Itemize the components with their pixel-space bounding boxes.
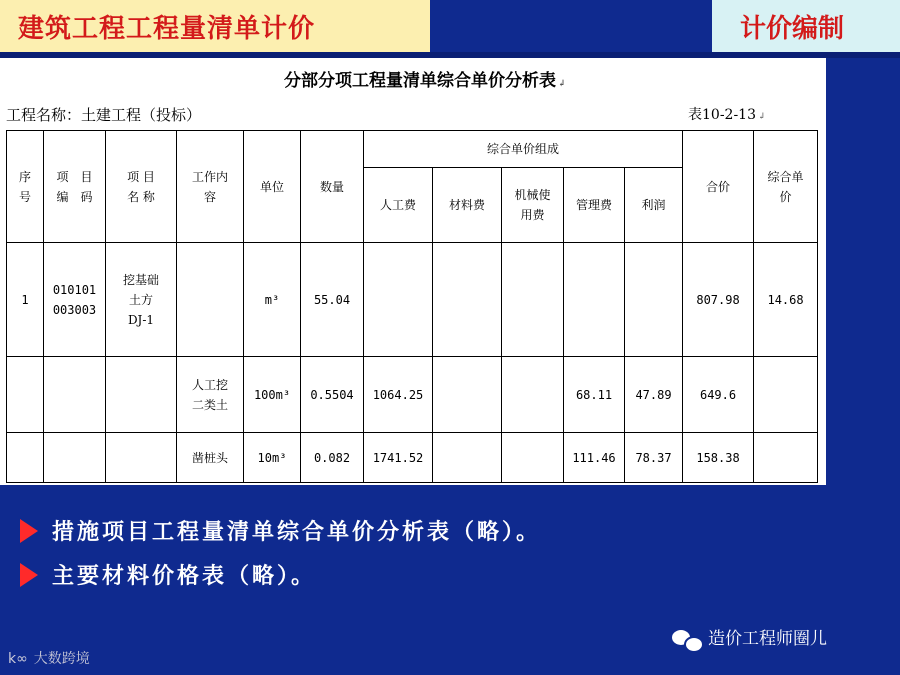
- cell-management: [564, 243, 625, 357]
- header-unit: 单位: [244, 131, 301, 243]
- cell-quantity: 0.5504: [301, 357, 364, 433]
- cell-code: [44, 357, 106, 433]
- cell-machine: [502, 433, 564, 483]
- header-management: 管理费: [564, 168, 625, 243]
- cell-labor: [364, 243, 433, 357]
- cell-unit: 100m³: [244, 357, 301, 433]
- cell-unit: m³: [244, 243, 301, 357]
- watermark-brand: [8, 648, 90, 668]
- header-title-banner: [0, 0, 430, 52]
- cell-quantity: 55.04: [301, 243, 364, 357]
- cell-machine: [502, 357, 564, 433]
- cell-seq: [7, 357, 44, 433]
- header-labor: 人工费: [364, 168, 433, 243]
- cell-quantity: 0.082: [301, 433, 364, 483]
- cell-work: 凿桩头: [177, 433, 244, 483]
- table-row: [7, 433, 818, 483]
- table-row: [7, 357, 818, 433]
- cell-management: 111.46: [564, 433, 625, 483]
- header-quantity: 数量: [301, 131, 364, 243]
- cell-seq: 1: [7, 243, 44, 357]
- header-name: 项 目 名 称: [106, 131, 177, 243]
- cell-work: 人工挖 二类土: [177, 357, 244, 433]
- header-unit-price: 综合单 价: [754, 131, 818, 243]
- cell-machine: [502, 243, 564, 357]
- wechat-credit: [672, 624, 827, 650]
- header-seq: 序 号: [7, 131, 44, 243]
- cell-total: 158.38: [683, 433, 754, 483]
- wechat-account-name: 造价工程师圈儿: [708, 629, 827, 649]
- project-name: 工程名称：土建工程（投标）: [6, 106, 202, 124]
- table-row: [7, 243, 818, 357]
- cell-total: 649.6: [683, 357, 754, 433]
- cell-material: [433, 433, 502, 483]
- section-label: 计价编制: [740, 14, 845, 44]
- header-section-banner: [712, 0, 900, 52]
- analysis-table-document: [0, 58, 826, 485]
- cell-unit-price: [754, 433, 818, 483]
- header-profit: 利润: [625, 168, 683, 243]
- header-composition: 综合单价组成: [364, 131, 683, 168]
- header-work: 工作内 容: [177, 131, 244, 243]
- cell-name: 挖基础 土方 DJ-1: [106, 243, 177, 357]
- header-total: 合价: [683, 131, 754, 243]
- cell-unit-price: [754, 357, 818, 433]
- bullet-arrow-icon: [20, 519, 38, 543]
- cell-name: [106, 433, 177, 483]
- cell-material: [433, 243, 502, 357]
- slide-title: 建筑工程工程量清单计价: [18, 14, 316, 44]
- unit-price-analysis-table: [6, 130, 818, 483]
- cell-name: [106, 357, 177, 433]
- cell-labor: 1741.52: [364, 433, 433, 483]
- cell-profit: 47.89: [625, 357, 683, 433]
- cell-code: 010101 003003: [44, 243, 106, 357]
- cell-material: [433, 357, 502, 433]
- brand-logo-icon: k∞: [8, 651, 28, 667]
- cell-seq: [7, 433, 44, 483]
- header-code: 项 目 编 码: [44, 131, 106, 243]
- cell-code: [44, 433, 106, 483]
- cell-total: 807.98: [683, 243, 754, 357]
- table-title: 分部分项工程量清单综合单价分析表 ↲: [284, 71, 566, 91]
- wechat-icon: [672, 628, 702, 650]
- cell-profit: 78.37: [625, 433, 683, 483]
- cell-management: 68.11: [564, 357, 625, 433]
- table-number: 表10-2-13 ↲: [688, 107, 766, 123]
- bullet-text: 措施项目工程量清单综合单价分析表（略）。: [52, 519, 542, 545]
- cell-labor: 1064.25: [364, 357, 433, 433]
- header-material: 材料费: [433, 168, 502, 243]
- cell-unit: 10m³: [244, 433, 301, 483]
- cell-unit-price: 14.68: [754, 243, 818, 357]
- brand-name: 大数跨境: [33, 651, 90, 667]
- cell-profit: [625, 243, 683, 357]
- bullet-arrow-icon: [20, 563, 38, 587]
- header-machine: 机械使 用费: [502, 168, 564, 243]
- cell-work: [177, 243, 244, 357]
- bullet-text: 主要材料价格表（略）。: [52, 563, 317, 589]
